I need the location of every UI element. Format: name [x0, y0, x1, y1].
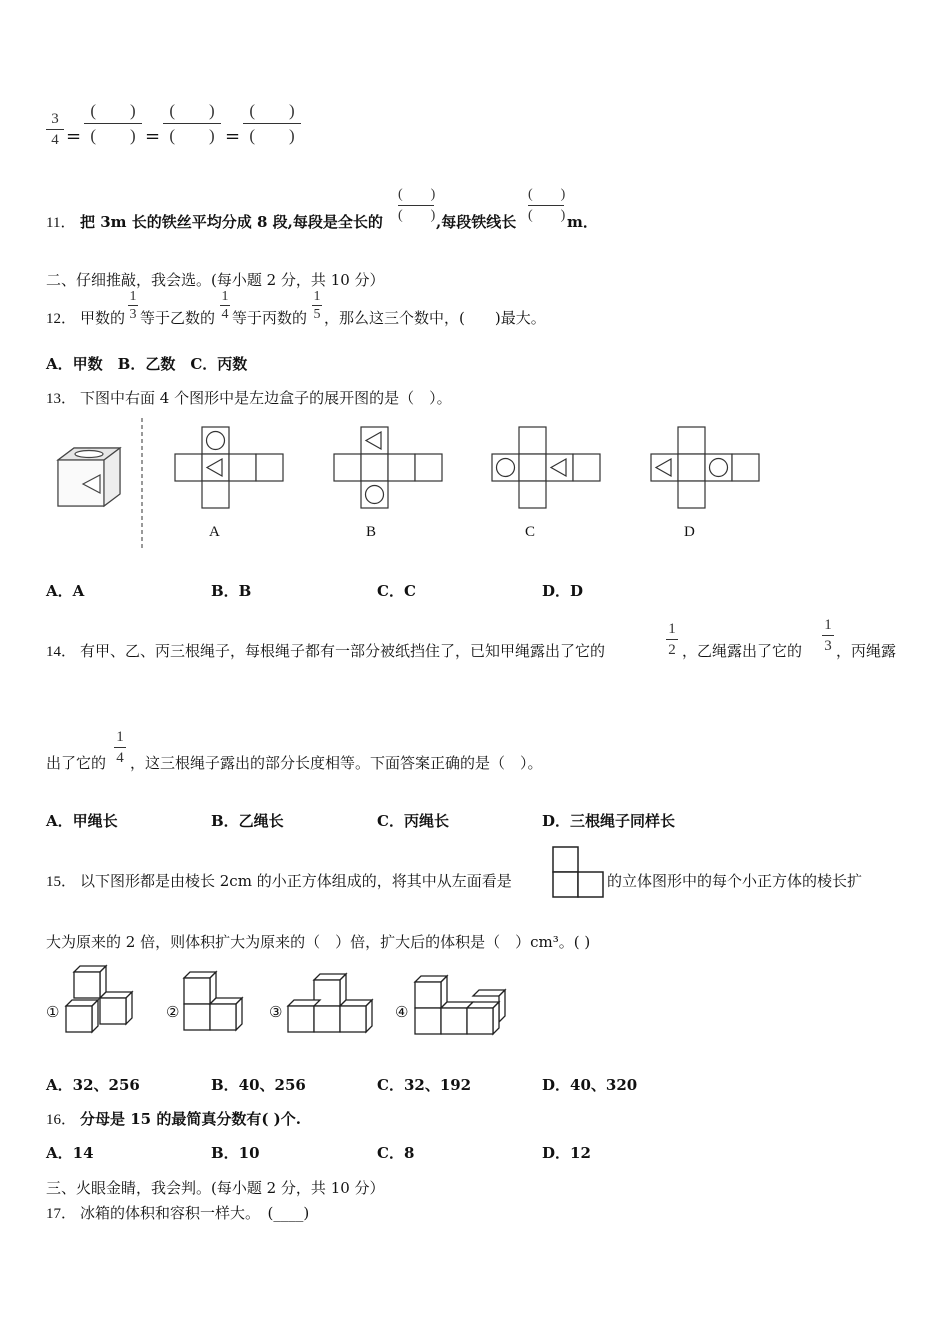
option-c[interactable]: C．C: [377, 582, 416, 600]
fraction-numerator: 1: [824, 617, 832, 633]
fraction-denominator: 3: [129, 307, 137, 322]
blank-denominator[interactable]: ( ): [398, 208, 436, 223]
fraction-denominator: 4: [116, 750, 124, 766]
question-text: 分母是 15 的最简真分数有( )个.: [80, 1110, 301, 1128]
equals-sign: =: [225, 126, 241, 147]
option-c[interactable]: C．32、192: [377, 1076, 472, 1094]
question-text: 出了它的: [46, 754, 107, 772]
question-number: 13．: [46, 391, 77, 407]
fraction-1-3: [128, 289, 138, 322]
option-b[interactable]: B．10: [211, 1144, 260, 1162]
fraction-1-4: [114, 728, 126, 767]
fraction-3-4: [46, 110, 64, 149]
question-text: m．: [567, 213, 598, 231]
option-b[interactable]: B．B: [211, 582, 252, 600]
figure-label-a: A: [209, 524, 220, 540]
section-heading: 三、火眼金睛，我会判。(每小题 2 分，共 10 分）: [46, 1179, 385, 1197]
question-number: 16．: [46, 1112, 77, 1128]
question-number: 14．: [46, 644, 77, 660]
question-text: 有甲、乙、丙三根绳子，每根绳子都有一部分被纸挡住了，已知甲绳露出了它的: [80, 642, 606, 660]
blank-fraction[interactable]: [398, 186, 434, 225]
cube-figure-4[interactable]: [413, 976, 509, 1036]
figure-mark-4: ④: [395, 1003, 409, 1021]
question-text: 下图中右面 4 个图形中是左边盒子的展开图的是（ ）。: [80, 389, 452, 407]
question-text: 大为原来的 2 倍，则体积扩大为原来的（ ）倍，扩大后的体积是（ ）cm³。( ): [46, 933, 591, 951]
equals-sign: =: [66, 126, 82, 147]
box-figure: [54, 444, 126, 514]
blank-fraction[interactable]: [528, 186, 564, 225]
figure-mark-1: ①: [46, 1003, 60, 1021]
fraction-1-2: [666, 620, 678, 659]
fraction-1-4: [220, 289, 230, 322]
left-view-figure: [552, 846, 606, 898]
net-d[interactable]: [650, 427, 760, 511]
blank-numerator[interactable]: ( ): [249, 101, 295, 120]
option-a[interactable]: A．A: [46, 582, 85, 600]
question-text: ，这三根绳子露出的部分长度相等。下面答案正确的是（ ）。: [130, 754, 543, 772]
figure-mark-3: ③: [269, 1003, 283, 1021]
answer-options[interactable]: A．甲数 B．乙数 C．丙数: [46, 355, 248, 373]
fraction-denominator: 4: [51, 132, 59, 148]
question-text: ，乙绳露出了它的: [682, 642, 803, 660]
fraction-denominator: 5: [313, 307, 321, 322]
fraction-numerator: 3: [51, 111, 59, 127]
question-text[interactable]: 冰箱的体积和容积一样大。 (____): [80, 1204, 310, 1222]
divider: [140, 418, 144, 550]
blank-numerator[interactable]: ( ): [169, 101, 215, 120]
question-number: 12．: [46, 311, 77, 327]
cube-figure-2[interactable]: [182, 972, 246, 1036]
cube-figure-1[interactable]: [64, 966, 134, 1036]
question-text: ,每段铁线长: [436, 213, 517, 231]
net-a[interactable]: [174, 427, 284, 483]
fraction-denominator: 4: [221, 307, 229, 322]
net-b[interactable]: [333, 427, 443, 511]
option-a[interactable]: A．14: [46, 1144, 94, 1162]
fraction-numerator: 1: [116, 729, 124, 745]
cube-figure-3[interactable]: [286, 974, 374, 1036]
option-b[interactable]: B．40、256: [211, 1076, 306, 1094]
equals-sign: =: [145, 126, 161, 147]
fraction-numerator: 1: [129, 289, 137, 304]
question-text: 甲数的: [80, 309, 126, 327]
blank-fraction-2[interactable]: [163, 100, 221, 147]
blank-numerator[interactable]: ( ): [398, 187, 436, 202]
question-text: ，那么这三个数中，( )最大。: [324, 309, 546, 327]
option-a[interactable]: A．32、256: [46, 1076, 140, 1094]
figure-label-b: B: [366, 524, 377, 540]
question-text: ，丙绳露: [836, 642, 897, 660]
option-d[interactable]: D．12: [542, 1144, 591, 1162]
fraction-numerator: 1: [668, 621, 676, 637]
option-c[interactable]: C．8: [377, 1144, 415, 1162]
fraction-numerator: 1: [313, 289, 321, 304]
question-number: 17．: [46, 1206, 77, 1222]
question-text: 等于丙数的: [232, 309, 308, 327]
blank-fraction-1[interactable]: [84, 100, 142, 147]
blank-denominator[interactable]: ( ): [249, 126, 295, 145]
net-c[interactable]: [491, 427, 601, 511]
option-d[interactable]: D．三根绳子同样长: [542, 812, 676, 830]
section-heading: 二、仔细推敲，我会选。(每小题 2 分，共 10 分）: [46, 271, 385, 289]
figure-label-c: C: [525, 524, 536, 540]
blank-denominator[interactable]: ( ): [90, 126, 136, 145]
figure-mark-2: ②: [166, 1003, 180, 1021]
question-text: 的立体图形中的每个小正方体的棱长扩: [607, 872, 863, 890]
question-number: 11．: [46, 215, 76, 231]
question-text: 以下图形都是由棱长 2cm 的小正方体组成的，将其中从左面看是: [80, 872, 512, 890]
fraction-numerator: 1: [221, 289, 229, 304]
blank-numerator[interactable]: ( ): [528, 187, 566, 202]
figure-label-d: D: [684, 524, 695, 540]
option-b[interactable]: B．乙绳长: [211, 812, 284, 830]
blank-denominator[interactable]: ( ): [528, 208, 566, 223]
option-d[interactable]: D．40、320: [542, 1076, 638, 1094]
question-number: 15．: [46, 874, 77, 890]
option-a[interactable]: A．甲绳长: [46, 812, 118, 830]
fraction-denominator: 2: [668, 642, 676, 658]
blank-fraction-3[interactable]: [243, 100, 301, 147]
blank-denominator[interactable]: ( ): [169, 126, 215, 145]
question-text: 把 3m 长的铁丝平均分成 8 段,每段是全长的: [80, 213, 383, 231]
option-d[interactable]: D．D: [542, 582, 584, 600]
option-c[interactable]: C．丙绳长: [377, 812, 449, 830]
fraction-denominator: 3: [824, 638, 832, 654]
fraction-1-3: [822, 616, 834, 655]
blank-numerator[interactable]: ( ): [90, 101, 136, 120]
question-text: 等于乙数的: [140, 309, 216, 327]
fraction-1-5: [312, 289, 322, 322]
